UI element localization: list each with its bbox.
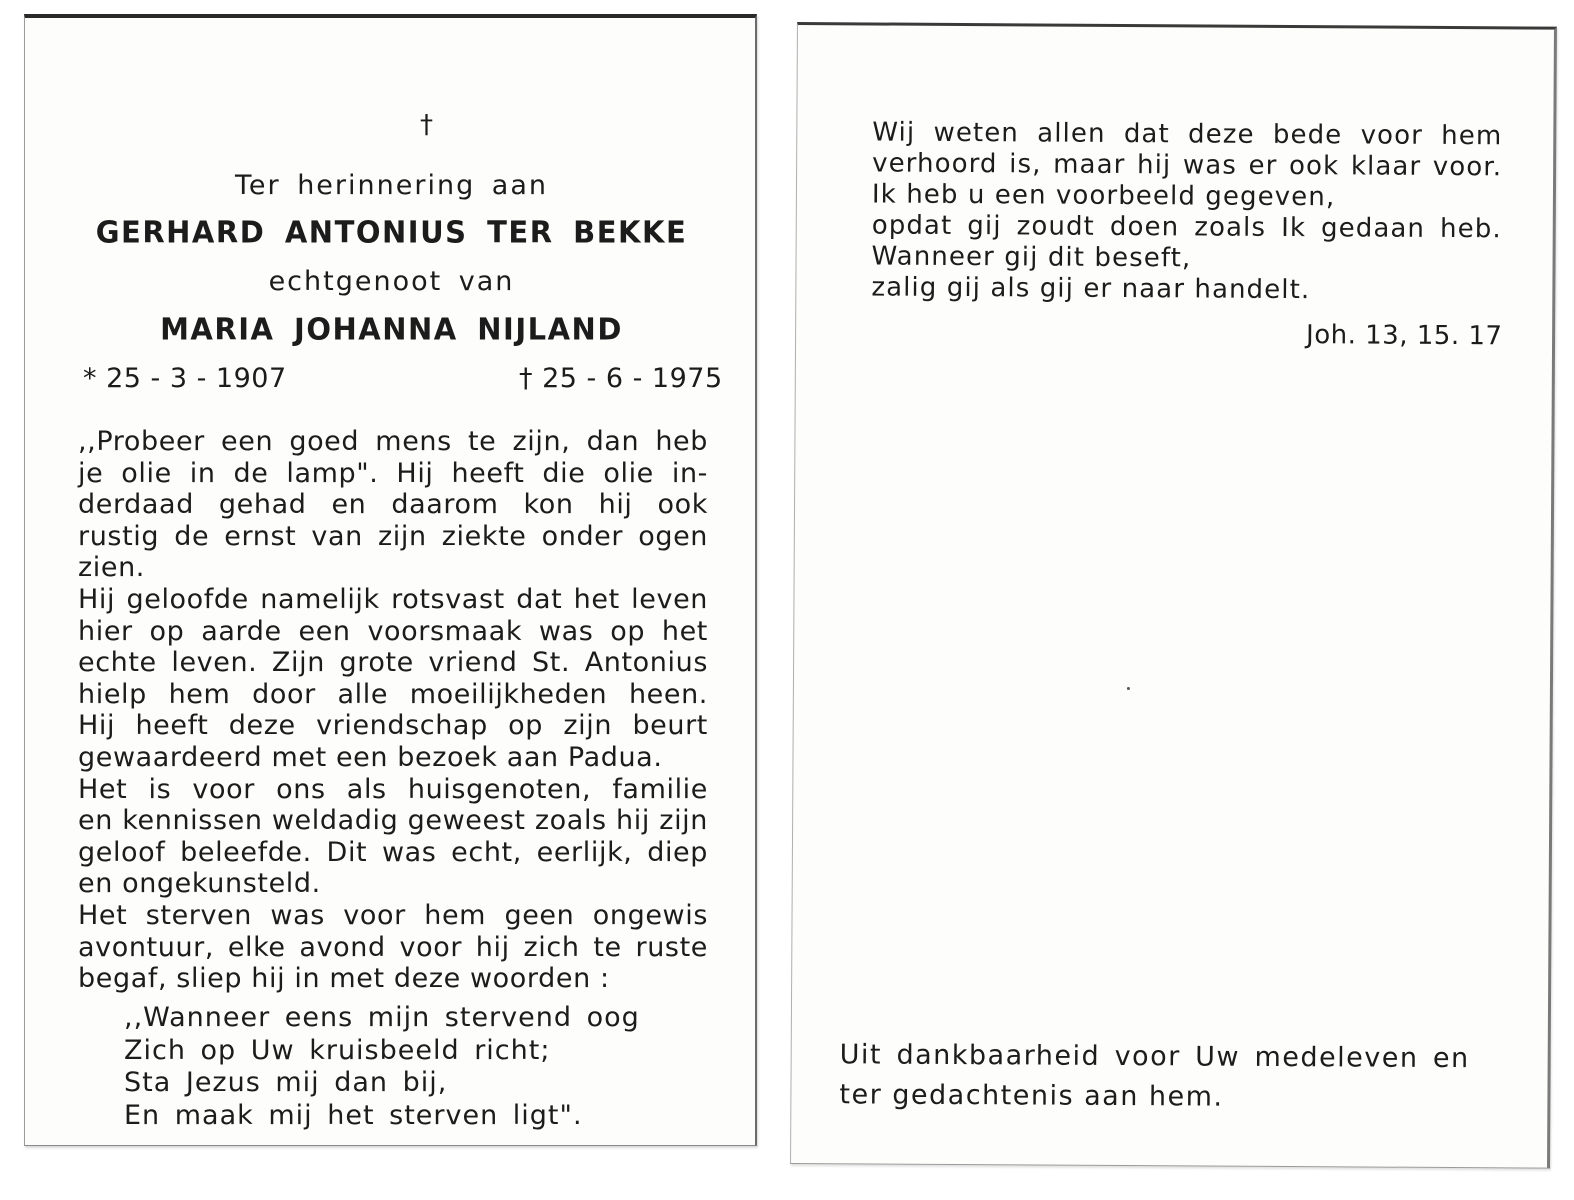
eulogy-line: en ongekunsteld. <box>78 868 321 900</box>
eulogy-line: avontuur, elke avond voor hij zich te ruste <box>78 931 708 963</box>
scripture-quote <box>871 117 1502 307</box>
birth-date: * 25 - 3 - 1907 <box>83 363 287 394</box>
intro-label: Ter herinnering aan <box>235 170 548 201</box>
eulogy-line: hier op aarde een voorsmaak was op het <box>78 615 708 647</box>
eulogy-line: ,,Probeer een goed mens te zijn, dan heb <box>78 426 708 457</box>
scripture-reference: Joh. 13, 15. 17 <box>1306 320 1503 352</box>
eulogy-line: derdaad gehad en daarom kon hij ook <box>78 489 708 521</box>
poem-line: En maak mij het sterven ligt". <box>124 1099 583 1131</box>
eulogy-line: Hij geloofde namelijk rotsvast dat het leven <box>78 583 708 615</box>
thanks-line: ter gedachtenis aan hem. <box>839 1079 1224 1113</box>
spouse-name: MARIA JOHANNA NIJLAND <box>160 311 623 347</box>
scripture-line: opdat gij zoudt doen zoals Ik gedaan heb. <box>871 210 1502 245</box>
scripture-line: Wanneer gij dit beseft, <box>871 241 1192 274</box>
eulogy-line: je olie in de lamp". Hij heeft die olie in- <box>78 457 708 489</box>
paper-speck <box>1127 687 1130 690</box>
deceased-name: GERHARD ANTONIUS TER BEKKE <box>95 214 688 250</box>
death-date: † 25 - 6 - 1975 <box>519 363 723 394</box>
scripture-line: verhoord is, maar hij was er ook klaar voor. <box>872 148 1503 183</box>
scripture-line: Wij weten allen dat deze bede voor hem <box>872 117 1503 152</box>
eulogy-line: Hij heeft deze vriendschap op zijn beurt <box>78 710 708 742</box>
eulogy-line: begaf, sliep hij in met deze woorden : <box>78 963 610 995</box>
thanks-text <box>839 1035 1469 1119</box>
eulogy-line: Het is voor ons als huisgenoten, familie <box>78 773 708 805</box>
scripture-line: zalig gij als gij er naar handelt. <box>871 272 1311 306</box>
eulogy-line: gewaardeerd met een bezoek aan Padua. <box>78 741 663 773</box>
eulogy-line: geloof beleefde. Dit was echt, eerlijk, diep <box>78 836 708 868</box>
eulogy-text <box>78 426 708 995</box>
eulogy-line: rustig de ernst van zijn ziekte onder ogen <box>78 520 708 552</box>
eulogy-line: Het sterven was voor hem geen ongewis <box>78 899 708 931</box>
eulogy-line: en kennissen weldadig geweest zoals hij zijn <box>78 805 708 837</box>
scripture-line: Ik heb u een voorbeeld gegeven, <box>871 179 1336 213</box>
memorial-card-front <box>24 14 757 1146</box>
eulogy-line: hielp hem door alle moeilijkheden heen. <box>78 678 708 710</box>
memorial-card-back <box>790 22 1557 1169</box>
thanks-line: Uit dankbaarheid voor Uw medeleven en <box>839 1039 1470 1075</box>
eulogy-line: echte leven. Zijn grote vriend St. Antonius <box>78 647 708 679</box>
relation-label: echtgenoot van <box>268 266 515 297</box>
cross-icon: † <box>420 110 433 140</box>
poem-line: Zich op Uw kruisbeeld richt; <box>124 1034 551 1066</box>
eulogy-line: zien. <box>78 552 145 584</box>
poem-line: Sta Jezus mij dan bij, <box>124 1067 448 1098</box>
poem-line: ,,Wanneer eens mijn stervend oog <box>124 1002 640 1033</box>
prayer-poem <box>124 1002 640 1132</box>
